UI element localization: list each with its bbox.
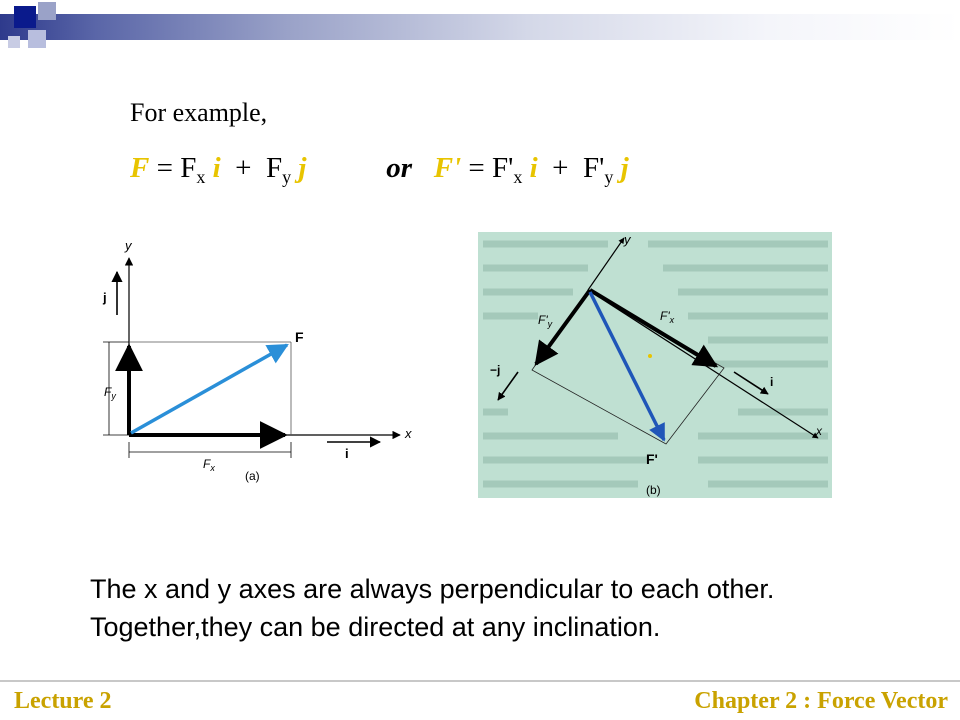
figure-a xyxy=(95,230,425,500)
vector-equation xyxy=(130,152,629,188)
eq-or: or xyxy=(386,152,412,184)
x-axis-label: x xyxy=(816,424,822,438)
unit-i-label: i xyxy=(770,375,774,389)
marker-dot xyxy=(648,354,652,358)
y-axis-label: y xyxy=(125,238,132,253)
eq-sub-y: y xyxy=(604,167,614,187)
y-axis-label: y xyxy=(624,232,631,247)
footer-lecture: Lecture 2 xyxy=(14,688,112,714)
unit-j-label: j xyxy=(103,290,107,305)
footer-chapter: Chapter 2 : Force Vector xyxy=(694,688,948,714)
force-f-arrow xyxy=(131,345,287,433)
figure-b xyxy=(478,232,832,498)
eq-part: = F' xyxy=(461,152,514,184)
eq-j: j xyxy=(291,152,307,184)
eq-part: + F' xyxy=(537,152,605,184)
fy-dimension-label: $F_y$ xyxy=(104,385,116,401)
force-f-prime-label: F' xyxy=(646,451,658,467)
body-text: The x and y axes are always perpendicular to each other. Together,they can be directed at any inclination. xyxy=(90,574,775,642)
eq-j: j xyxy=(613,152,629,184)
header-square-light xyxy=(38,2,56,20)
header-gradient-bar xyxy=(0,14,960,40)
fx-prime-label: $F'_x$ xyxy=(660,309,675,325)
header-square-dark xyxy=(14,6,36,28)
eq-part: = F xyxy=(149,152,197,184)
x-axis-label: x xyxy=(405,426,412,441)
eq-sub-y: y xyxy=(282,167,292,187)
fy-prime-label: $F'_y$ xyxy=(538,313,553,329)
figure-b-caption: (b) xyxy=(646,483,661,497)
header-square-small xyxy=(8,36,20,48)
force-f-label: F xyxy=(295,329,304,345)
neg-j-label: −j xyxy=(490,363,501,377)
intro-text: For example, xyxy=(130,98,268,127)
eq-F: F xyxy=(130,152,150,184)
fx-dimension-label: $F_x$ xyxy=(203,457,215,473)
eq-Fprime: F' xyxy=(433,152,462,184)
eq-sub-x: x xyxy=(513,167,523,187)
eq-i: i xyxy=(205,152,221,184)
eq-sub-x: x xyxy=(196,167,206,187)
figure-a-caption: (a) xyxy=(245,469,260,483)
header-square-light xyxy=(28,30,46,48)
eq-i: i xyxy=(522,152,538,184)
footer-divider xyxy=(0,680,960,682)
eq-part: + F xyxy=(220,152,283,184)
unit-i-label: i xyxy=(345,446,349,461)
